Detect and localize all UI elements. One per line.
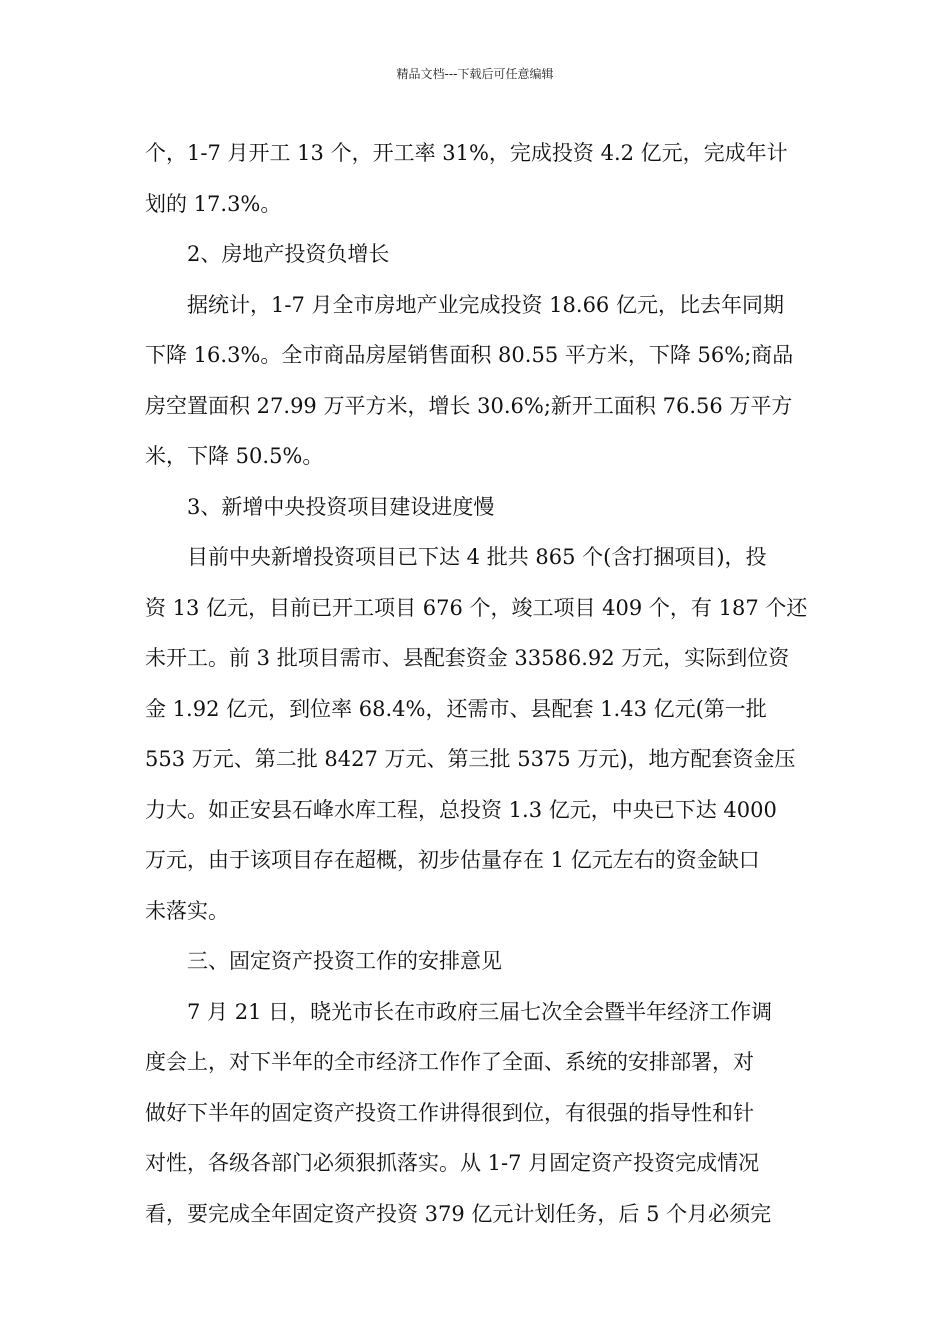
text-line: 2、房地产投资负增长 [187,242,390,266]
text-line: 553 万元、第二批 8427 万元、第三批 5375 万元)，地方配套资金压 [145,747,796,771]
text-line: 7 月 21 日，晓光市长在市政府三届七次全会暨半年经济工作调 [187,999,773,1024]
paragraph-arrangement [145,987,810,1240]
text-line: 目前中央新增投资项目已下达 4 批共 865 个(含打捆项目)，投 [187,545,767,569]
text-line: 未开工。前 3 批项目需市、县配套资金 33586.92 万元，实际到位资 [145,646,790,670]
text-line: 度会上，对下半年的全市经济工作作了全面、系统的安排部署，对 [145,1050,754,1074]
text-line: 划的 17.3%。 [145,191,282,216]
text-line: 未落实。 [145,898,229,923]
text-line: 资 13 亿元，目前已开工项目 676 个，竣工项目 409 个，有 187 个还 [145,595,808,620]
text-line: 米，下降 50.5%。 [145,444,324,468]
document-body [145,128,810,1239]
text-line: 据统计，1-7 月全市房地产业完成投资 18.66 亿元，比去年同期 [187,292,784,317]
text-line: 万元，由于该项目存在超概，初步估量存在 1 亿元左右的资金缺口 [145,848,760,872]
section-heading-arrangement [145,936,810,987]
text-line: 房空置面积 27.99 万平方米，增长 30.6%;新开工面积 76.56 万平方 [145,393,793,418]
text-line: 金 1.92 亿元，到位率 68.4%，还需市、县配套 1.43 亿元(第一批 [145,696,767,721]
paragraph-real-estate [145,280,810,482]
text-line: 三、固定资产投资工作的安排意见 [187,949,502,973]
text-line: 对性，各级各部门必须狠抓落实。从 1-7 月固定资产投资完成情况 [145,1151,760,1175]
text-line: 力大。如正安县石峰水库工程，总投资 1.3 亿元，中央已下达 4000 [145,797,777,822]
text-line: 3、新增中央投资项目建设进度慢 [187,494,495,519]
text-line: 看，要完成全年固定资产投资 379 亿元计划任务，后 5 个月必须完 [145,1201,772,1226]
subheading-central-investment [145,482,810,533]
text-line: 个，1-7 月开工 13 个，开工率 31%，完成投资 4.2 亿元，完成年计 [145,141,788,165]
paragraph-continuation [145,128,810,229]
text-line: 做好下半年的固定资产投资工作讲得很到位，有很强的指导性和针 [145,1100,754,1125]
paragraph-central-investment [145,532,810,936]
text-line: 下降 16.3%。全市商品房屋销售面积 80.55 平方米，下降 56%;商品 [145,343,794,367]
subheading-real-estate [145,229,810,280]
page-header: 精品文档---下载后可任意编辑 [396,67,554,81]
